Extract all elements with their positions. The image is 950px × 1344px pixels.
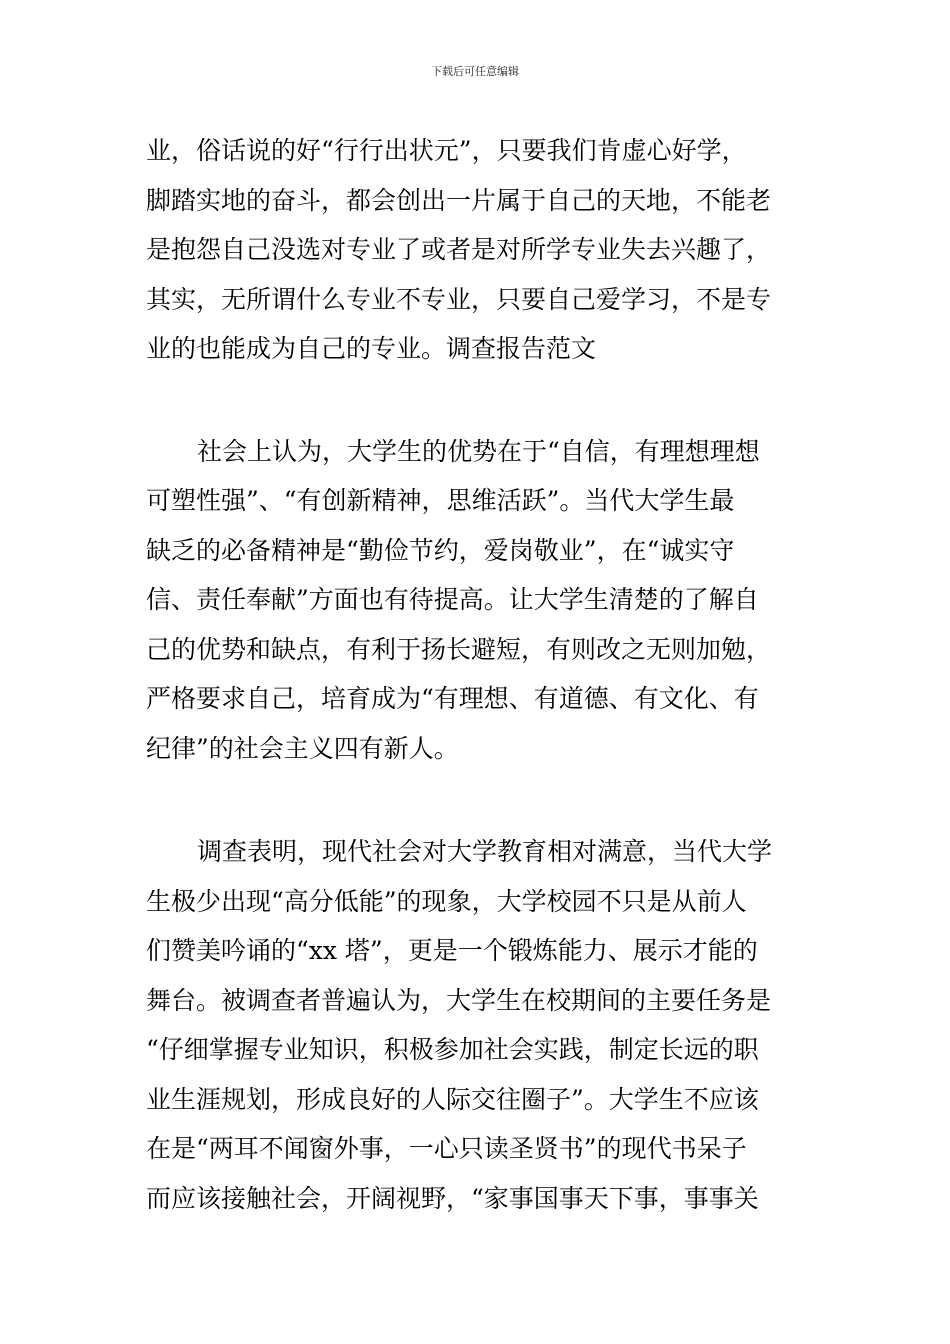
paragraph-line: 纪律”的社会主义四有新人。: [146, 733, 459, 763]
document-body: [146, 126, 826, 1223]
paragraph-2: [146, 427, 826, 774]
paragraph-line: 们赞美吟诵的“xx 塔”，更是一个锻炼能力、展示才能的: [146, 936, 758, 965]
paragraph-line: “仔细掌握专业知识，积极参加社会实践，制定长远的职: [146, 1035, 759, 1064]
paragraph-line: 是抱怨自己没选对专业了或者是对所学专业失去兴趣了，: [146, 235, 772, 264]
paragraph-line: 信、责任奉献”方面也有待提高。让大学生清楚的了解自: [146, 585, 759, 614]
paragraph-line: 其实，无所谓什么专业不专业，只要自己爱学习，不是专: [146, 284, 772, 314]
paragraph-line: 而应该接触社会，开阔视野，“家事国事天下事，事事关: [146, 1183, 759, 1213]
paragraph-line: 调查表明，现代社会对大学教育相对满意，当代大学: [197, 837, 773, 866]
paragraph-1: [146, 126, 826, 374]
paragraph-line: 己的优势和缺点，有利于扬长避短，有则改之无则加勉，: [146, 634, 772, 664]
paragraph-line: 社会上认为，大学生的优势在于“自信，有理想理想: [197, 436, 760, 466]
paragraph-line: 业生涯规划，形成良好的人际交往圈子”。大学生不应该: [146, 1084, 759, 1114]
paragraph-line: 脚踏实地的奋斗，都会创出一片属于自己的天地，不能老: [146, 185, 772, 215]
paragraph-spacer: [146, 773, 826, 827]
paragraph-line: 业的也能成为自己的专业。调查报告范文: [146, 334, 597, 363]
page-header: 下载后可任意编辑: [431, 65, 519, 78]
paragraph-line: 舞台。被调查者普遍认为，大学生在校期间的主要任务是: [146, 985, 772, 1015]
paragraph-line: 生极少出现“高分低能”的现象，大学校园不只是从前人: [146, 886, 747, 916]
paragraph-3: [146, 827, 826, 1223]
paragraph-line: 缺乏的必备精神是“勤俭节约，爱岗敬业”，在“诚实守: [146, 535, 735, 565]
paragraph-spacer: [146, 374, 826, 427]
paragraph-line: 可塑性强”、“有创新精神，思维活跃”。当代大学生最: [146, 486, 735, 515]
paragraph-line: 在是“两耳不闻窗外事，一心只读圣贤书”的现代书呆子: [146, 1134, 747, 1163]
paragraph-line: 业，俗话说的好“行行出状元”，只要我们肯虚心好学，: [146, 136, 747, 165]
paragraph-line: 严格要求自己，培育成为“有理想、有道德、有文化、有: [146, 684, 759, 713]
